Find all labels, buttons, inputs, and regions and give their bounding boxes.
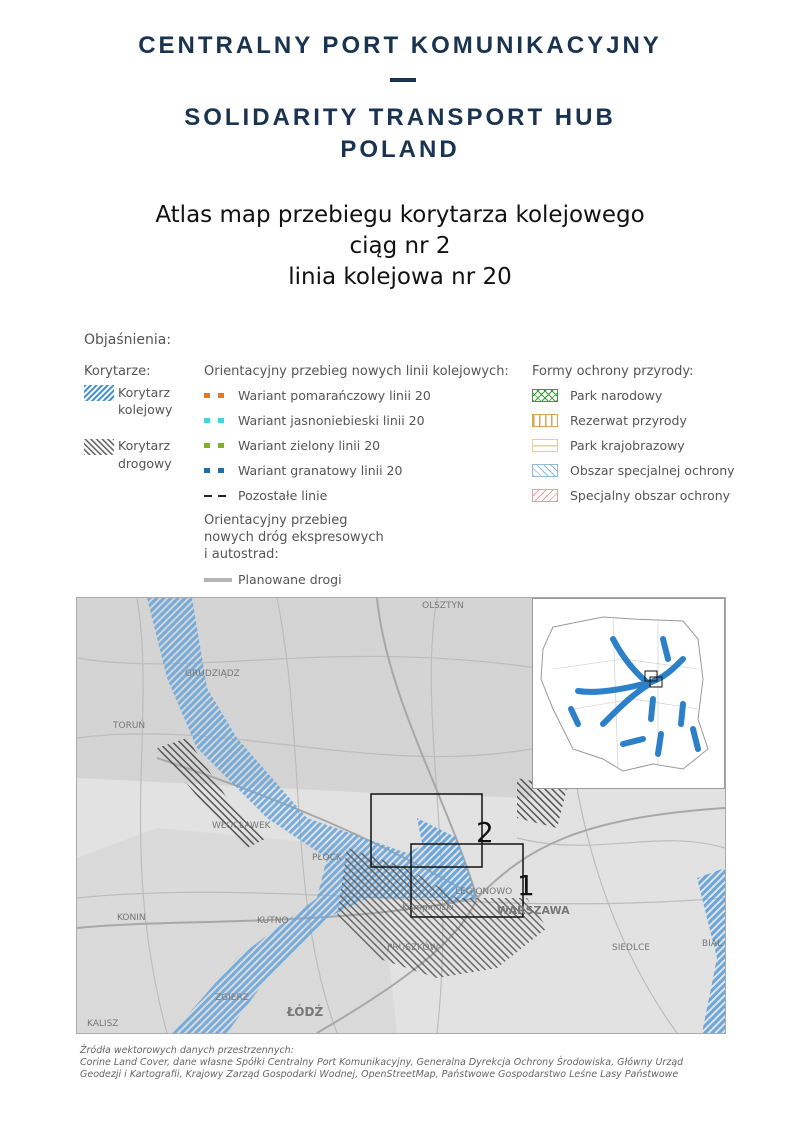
rail-line-label: Wariant granatowy linii 20 — [238, 463, 403, 478]
rail-corridor-swatch — [84, 385, 114, 401]
rail-line-swatch — [204, 393, 226, 399]
header-line-2: SOLIDARITY TRANSPORT HUB — [184, 104, 616, 131]
nature-swatch — [532, 464, 558, 477]
city-label: OLSZTYN — [422, 601, 464, 611]
header-divider — [390, 78, 416, 82]
rail-line-swatch — [204, 493, 226, 499]
nature-legend-item — [532, 438, 685, 453]
rail-line-label: Pozostałe linie — [238, 488, 328, 503]
rail-line-legend-item — [204, 413, 425, 428]
city-label: Kampinoski — [402, 903, 454, 913]
nature-label: Park narodowy — [570, 388, 663, 403]
sheet-number-2: 2 — [476, 816, 494, 849]
sources-line-1: Źródła wektorowych danych przestrzennych: — [80, 1045, 294, 1056]
legend-heading: Objaśnienia: — [84, 332, 172, 348]
city-label: KALISZ — [87, 1019, 119, 1029]
road-corridor-swatch — [84, 439, 114, 455]
nature-swatch — [532, 414, 558, 427]
rail-line-legend-item — [204, 388, 431, 403]
nature-legend-item — [532, 488, 730, 503]
title-line-3: linia kolejowa nr 20 — [288, 264, 512, 290]
rail-line-swatch — [204, 468, 226, 474]
planned-roads-label: Planowane drogi — [238, 572, 342, 587]
header-line-1: CENTRALNY PORT KOMUNIKACYJNY — [138, 32, 662, 59]
nature-swatch — [532, 489, 558, 502]
city-label: BIAŁ — [702, 939, 723, 949]
nature-label: Rezerwat przyrody — [570, 413, 687, 428]
rail-line-label: Wariant jasnoniebieski linii 20 — [238, 413, 425, 428]
nature-legend-item — [532, 413, 687, 428]
inset-map — [532, 598, 725, 789]
rail-corridor-label-2: kolejowy — [118, 402, 173, 417]
city-label: GRUDZIĄDZ — [185, 669, 240, 679]
nature-label: Obszar specjalnej ochrony — [570, 463, 735, 478]
sources-line-2: Corine Land Cover, dane własne Spółki Centralny Port Komunikacyjny, Generalna Dyrekcja Ochrony Środowiska, Główny Urząd — [80, 1057, 684, 1068]
rail-line-label: Wariant pomarańczowy linii 20 — [238, 388, 431, 403]
title-line-2: ciąg nr 2 — [349, 233, 451, 259]
header-line-3: POLAND — [340, 136, 460, 163]
city-label: ZGIERZ — [215, 993, 249, 1003]
nature-swatch — [532, 439, 558, 452]
rail-line-legend-item — [204, 438, 380, 453]
rail-line-legend-item — [204, 463, 402, 478]
nature-heading: Formy ochrony przyrody: — [532, 364, 694, 379]
rail-line-swatch — [204, 443, 226, 449]
city-label: KUTNO — [257, 916, 289, 926]
corridors-heading: Korytarze: — [84, 364, 151, 379]
roads-heading-2: nowych dróg ekspresowych — [204, 530, 384, 545]
rail-corridor-label-1: Korytarz — [118, 385, 171, 400]
nature-label: Park krajobrazowy — [570, 438, 685, 453]
planned-roads-swatch — [204, 578, 232, 582]
sheet-number-1: 1 — [517, 869, 535, 902]
city-label: ŁÓDŹ — [287, 1005, 324, 1019]
sources-line-3: Geodezji i Kartografii, Krajowy Zarząd Gospodarki Wodnej, OpenStreetMap, Państwowe Gospodarstwo Leśne Lasy Państwowe — [80, 1069, 679, 1080]
nature-label: Specjalny obszar ochrony — [570, 488, 731, 503]
city-label: TORUŃ — [113, 721, 146, 731]
city-label: WARSZAWA — [497, 904, 570, 917]
roads-heading-3: i autostrad: — [204, 547, 279, 562]
city-label: SIEDLCE — [612, 943, 650, 953]
rail-lines-heading: Orientacyjny przebieg nowych linii kolejowych: — [204, 364, 509, 379]
road-corridor-label-2: drogowy — [118, 456, 172, 471]
nature-legend-item — [532, 388, 662, 403]
city-label: KONIN — [117, 913, 146, 923]
nature-legend-item — [532, 463, 735, 478]
title-line-1: Atlas map przebiegu korytarza kolejowego — [155, 202, 645, 228]
planned-roads-item — [204, 572, 342, 587]
rail-line-swatch — [204, 418, 226, 424]
road-corridor-label-1: Korytarz — [118, 438, 171, 453]
sources-note — [80, 1045, 740, 1081]
city-label: WŁOCŁAWEK — [212, 821, 271, 831]
city-label: PRUSZKÓW — [387, 943, 439, 953]
city-label: LEGIONOWO — [455, 887, 513, 897]
nature-swatch — [532, 389, 558, 402]
roads-heading-1: Orientacyjny przebieg — [204, 513, 348, 528]
rail-line-label: Wariant zielony linii 20 — [238, 438, 381, 453]
rail-line-legend-item — [204, 488, 327, 503]
city-label: PŁOCK — [312, 853, 342, 863]
